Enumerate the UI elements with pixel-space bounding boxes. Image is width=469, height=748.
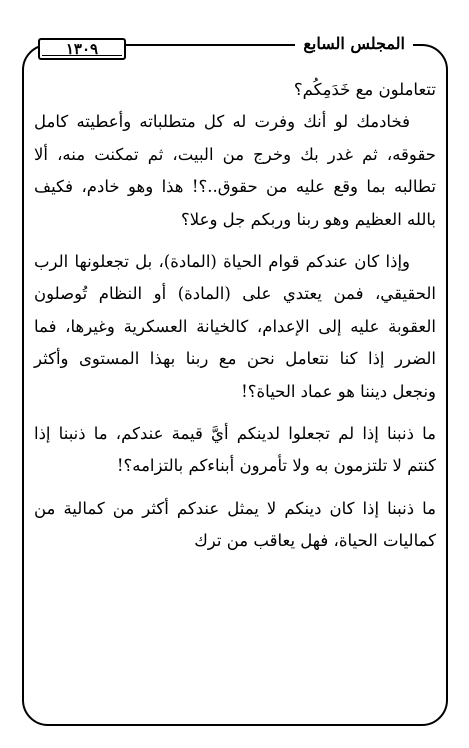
paragraph: ما ذنبنا إذا كان دينكم لا يمثل عندكم أكثر من كمالية من كماليات الحياة، فهل يعاقب من ترك xyxy=(34,498,436,551)
section-title: المجلس السابع xyxy=(295,32,413,56)
paragraph: وإذا كان عندكم قوام الحياة (المادة)، بل تجعلونها الرب الحقيقي، فمن يعتدي على (المادة) أو النظام تُوصلون العقوبة عليه إلى الإعدام، كالخيانة العسكرية وغيرها، فما الضرر إذا كنا نتعامل نحن مع ربنا بهذا المستوى وأكثر ونجعل ديننا هو عماد الحياة؟! xyxy=(34,252,436,401)
body-text xyxy=(34,74,436,558)
paragraph: فخادمك لو أنك وفرت له كل متطلباته وأعطيته كامل حقوقه، ثم غدر بك وخرج من البيت، ثم تمكنت منه، ألا تطالبه بما وقع عليه من حقوق..؟! هذا وهو خادم، فكيف بالله العظيم وهو ربنا وربكم جل وعلا؟ xyxy=(34,112,436,229)
paragraph: تتعاملون مع خَدَمِكُم؟ xyxy=(293,80,436,99)
paragraph: ما ذنبنا إذا لم تجعلوا لدينكم أيَّ قيمة عندكم، ما ذنبنا إذا كنتم لا تلتزمون به ولا تأمرون أبناءكم بالتزامه؟! xyxy=(34,424,436,476)
page-number: ١٣٠٩ xyxy=(38,38,126,60)
